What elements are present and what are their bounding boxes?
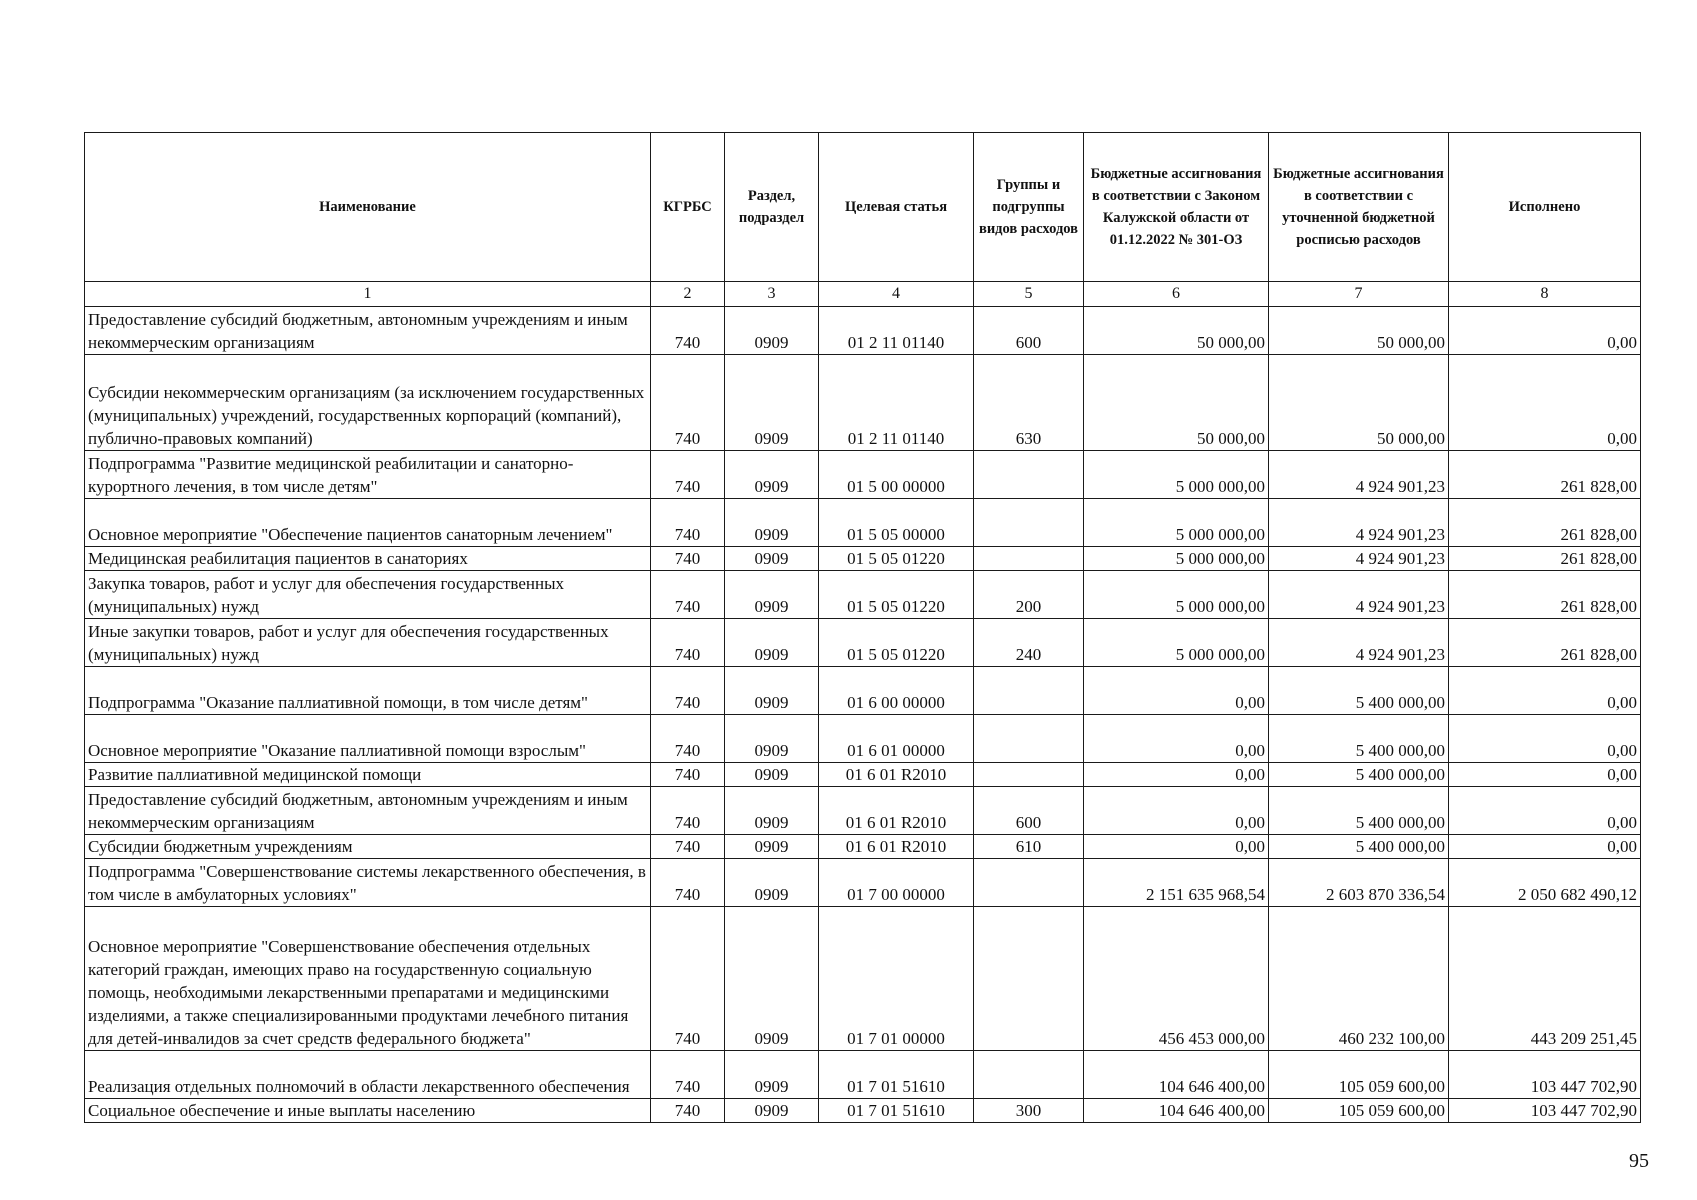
- row-celevaya: 01 6 01 R2010: [819, 787, 974, 835]
- row-vid: 240: [974, 619, 1084, 667]
- row-celevaya: 01 2 11 01140: [819, 307, 974, 355]
- row-razdel: 0909: [725, 907, 819, 1051]
- row-ispolneno: 261 828,00: [1449, 571, 1641, 619]
- row-zakon: 0,00: [1084, 835, 1269, 859]
- row-rospis: 5 400 000,00: [1269, 715, 1449, 763]
- column-number: 4: [819, 282, 974, 307]
- row-name: Реализация отдельных полномочий в области лекарственного обеспечения: [85, 1051, 651, 1099]
- row-name: Субсидии бюджетным учреждениям: [85, 835, 651, 859]
- row-celevaya: 01 7 01 00000: [819, 907, 974, 1051]
- row-vid: [974, 451, 1084, 499]
- row-rospis: 5 400 000,00: [1269, 763, 1449, 787]
- table-row: [85, 1051, 1641, 1099]
- row-zakon: 5 000 000,00: [1084, 451, 1269, 499]
- column-number: 3: [725, 282, 819, 307]
- row-kgrbs: 740: [651, 307, 725, 355]
- table-row: [85, 571, 1641, 619]
- row-razdel: 0909: [725, 355, 819, 451]
- row-ispolneno: 0,00: [1449, 835, 1641, 859]
- row-razdel: 0909: [725, 499, 819, 547]
- row-name: Основное мероприятие "Оказание паллиативной помощи взрослым": [85, 715, 651, 763]
- row-vid: 610: [974, 835, 1084, 859]
- row-name: Основное мероприятие "Совершенствование обеспечения отдельных категорий граждан, имеющих право на государственную социальную помощь, необходимыми лекарственными препаратами и медицинскими изделиями, а также специализированными продуктами лечебного питания для детей-инвалидов за счет средств федерального бюджета": [85, 907, 651, 1051]
- row-rospis: 2 603 870 336,54: [1269, 859, 1449, 907]
- row-zakon: 0,00: [1084, 787, 1269, 835]
- row-rospis: 4 924 901,23: [1269, 499, 1449, 547]
- row-ispolneno: 261 828,00: [1449, 547, 1641, 571]
- row-vid: [974, 547, 1084, 571]
- row-ispolneno: 0,00: [1449, 355, 1641, 451]
- row-celevaya: 01 5 05 01220: [819, 547, 974, 571]
- row-name: Иные закупки товаров, работ и услуг для обеспечения государственных (муниципальных) нужд: [85, 619, 651, 667]
- table-row: [85, 667, 1641, 715]
- row-kgrbs: 740: [651, 907, 725, 1051]
- row-celevaya: 01 7 01 51610: [819, 1099, 974, 1123]
- row-kgrbs: 740: [651, 547, 725, 571]
- row-ispolneno: 0,00: [1449, 307, 1641, 355]
- row-ispolneno: 103 447 702,90: [1449, 1051, 1641, 1099]
- table-row: [85, 1099, 1641, 1123]
- row-vid: [974, 859, 1084, 907]
- row-ispolneno: 0,00: [1449, 763, 1641, 787]
- row-celevaya: 01 5 00 00000: [819, 451, 974, 499]
- row-rospis: 50 000,00: [1269, 307, 1449, 355]
- header-vid: Группы и подгруппы видов расходов: [974, 133, 1084, 282]
- row-kgrbs: 740: [651, 619, 725, 667]
- row-razdel: 0909: [725, 835, 819, 859]
- row-vid: 200: [974, 571, 1084, 619]
- row-vid: [974, 667, 1084, 715]
- row-zakon: 50 000,00: [1084, 307, 1269, 355]
- row-kgrbs: 740: [651, 715, 725, 763]
- row-rospis: 460 232 100,00: [1269, 907, 1449, 1051]
- row-zakon: 0,00: [1084, 715, 1269, 763]
- header-kgrbs: КГРБС: [651, 133, 725, 282]
- header-name: Наименование: [85, 133, 651, 282]
- row-celevaya: 01 6 01 00000: [819, 715, 974, 763]
- row-ispolneno: 2 050 682 490,12: [1449, 859, 1641, 907]
- row-kgrbs: 740: [651, 355, 725, 451]
- row-rospis: 4 924 901,23: [1269, 619, 1449, 667]
- row-razdel: 0909: [725, 619, 819, 667]
- row-rospis: 105 059 600,00: [1269, 1099, 1449, 1123]
- row-vid: [974, 715, 1084, 763]
- row-zakon: 0,00: [1084, 763, 1269, 787]
- row-kgrbs: 740: [651, 1051, 725, 1099]
- row-ispolneno: 261 828,00: [1449, 451, 1641, 499]
- column-number: 1: [85, 282, 651, 307]
- table-row: [85, 619, 1641, 667]
- row-ispolneno: 103 447 702,90: [1449, 1099, 1641, 1123]
- row-razdel: 0909: [725, 787, 819, 835]
- page-number: 95: [1629, 1150, 1649, 1172]
- row-vid: 630: [974, 355, 1084, 451]
- row-ispolneno: 0,00: [1449, 667, 1641, 715]
- header-razdel: Раздел, подраздел: [725, 133, 819, 282]
- row-razdel: 0909: [725, 451, 819, 499]
- row-name: Предоставление субсидий бюджетным, автономным учреждениям и иным некоммерческим организациям: [85, 787, 651, 835]
- row-kgrbs: 740: [651, 499, 725, 547]
- row-celevaya: 01 5 05 01220: [819, 619, 974, 667]
- row-razdel: 0909: [725, 1099, 819, 1123]
- row-vid: [974, 907, 1084, 1051]
- row-name: Предоставление субсидий бюджетным, автономным учреждениям и иным некоммерческим организациям: [85, 307, 651, 355]
- row-celevaya: 01 7 01 51610: [819, 1051, 974, 1099]
- row-celevaya: 01 5 05 00000: [819, 499, 974, 547]
- row-rospis: 4 924 901,23: [1269, 571, 1449, 619]
- row-rospis: 4 924 901,23: [1269, 547, 1449, 571]
- table-row: [85, 787, 1641, 835]
- row-kgrbs: 740: [651, 667, 725, 715]
- row-rospis: 5 400 000,00: [1269, 787, 1449, 835]
- row-kgrbs: 740: [651, 835, 725, 859]
- row-name: Социальное обеспечение и иные выплаты населению: [85, 1099, 651, 1123]
- row-razdel: 0909: [725, 307, 819, 355]
- row-kgrbs: 740: [651, 787, 725, 835]
- row-ispolneno: 261 828,00: [1449, 499, 1641, 547]
- row-zakon: 5 000 000,00: [1084, 547, 1269, 571]
- header-celevaya: Целевая статья: [819, 133, 974, 282]
- row-razdel: 0909: [725, 1051, 819, 1099]
- row-name: Подпрограмма "Совершенствование системы лекарственного обеспечения, в том числе в амбулаторных условиях": [85, 859, 651, 907]
- row-celevaya: 01 2 11 01140: [819, 355, 974, 451]
- row-vid: [974, 499, 1084, 547]
- row-ispolneno: 261 828,00: [1449, 619, 1641, 667]
- column-number-row: [85, 282, 1641, 307]
- table-row: [85, 859, 1641, 907]
- budget-table: [84, 132, 1641, 1123]
- row-name: Развитие паллиативной медицинской помощи: [85, 763, 651, 787]
- row-razdel: 0909: [725, 547, 819, 571]
- table-row: [85, 835, 1641, 859]
- row-kgrbs: 740: [651, 571, 725, 619]
- header-zakon: Бюджетные ассигнования в соответствии с Законом Калужской области от 01.12.2022 № 301-ОЗ: [1084, 133, 1269, 282]
- row-vid: 600: [974, 307, 1084, 355]
- row-vid: 600: [974, 787, 1084, 835]
- table-row: [85, 547, 1641, 571]
- row-razdel: 0909: [725, 667, 819, 715]
- row-razdel: 0909: [725, 859, 819, 907]
- row-name: Подпрограмма "Развитие медицинской реабилитации и санаторно-курортного лечения, в том числе детям": [85, 451, 651, 499]
- row-kgrbs: 740: [651, 763, 725, 787]
- row-zakon: 2 151 635 968,54: [1084, 859, 1269, 907]
- row-celevaya: 01 6 00 00000: [819, 667, 974, 715]
- row-zakon: 5 000 000,00: [1084, 619, 1269, 667]
- row-rospis: 5 400 000,00: [1269, 667, 1449, 715]
- row-kgrbs: 740: [651, 451, 725, 499]
- column-number: 8: [1449, 282, 1641, 307]
- row-rospis: 4 924 901,23: [1269, 451, 1449, 499]
- row-ispolneno: 0,00: [1449, 715, 1641, 763]
- row-name: Подпрограмма "Оказание паллиативной помощи, в том числе детям": [85, 667, 651, 715]
- row-zakon: 5 000 000,00: [1084, 571, 1269, 619]
- row-name: Медицинская реабилитация пациентов в санаториях: [85, 547, 651, 571]
- header-row: [85, 133, 1641, 282]
- table-row: [85, 451, 1641, 499]
- table-row: [85, 763, 1641, 787]
- table-row: [85, 715, 1641, 763]
- row-ispolneno: 0,00: [1449, 787, 1641, 835]
- row-vid: 300: [974, 1099, 1084, 1123]
- row-rospis: 105 059 600,00: [1269, 1051, 1449, 1099]
- row-zakon: 456 453 000,00: [1084, 907, 1269, 1051]
- row-razdel: 0909: [725, 571, 819, 619]
- row-celevaya: 01 6 01 R2010: [819, 835, 974, 859]
- table-row: [85, 907, 1641, 1051]
- row-rospis: 5 400 000,00: [1269, 835, 1449, 859]
- column-number: 5: [974, 282, 1084, 307]
- header-rospis: Бюджетные ассигнования в соответствии с уточненной бюджетной росписью расходов: [1269, 133, 1449, 282]
- row-zakon: 5 000 000,00: [1084, 499, 1269, 547]
- column-number: 7: [1269, 282, 1449, 307]
- row-celevaya: 01 5 05 01220: [819, 571, 974, 619]
- row-zakon: 50 000,00: [1084, 355, 1269, 451]
- row-razdel: 0909: [725, 763, 819, 787]
- row-vid: [974, 1051, 1084, 1099]
- row-celevaya: 01 6 01 R2010: [819, 763, 974, 787]
- row-ispolneno: 443 209 251,45: [1449, 907, 1641, 1051]
- row-razdel: 0909: [725, 715, 819, 763]
- table-row: [85, 307, 1641, 355]
- column-number: 6: [1084, 282, 1269, 307]
- table-row: [85, 355, 1641, 451]
- header-ispolneno: Исполнено: [1449, 133, 1641, 282]
- row-name: Основное мероприятие "Обеспечение пациентов санаторным лечением": [85, 499, 651, 547]
- row-kgrbs: 740: [651, 1099, 725, 1123]
- row-name: Закупка товаров, работ и услуг для обеспечения государственных (муниципальных) нужд: [85, 571, 651, 619]
- budget-sheet: [84, 132, 1640, 1123]
- row-celevaya: 01 7 00 00000: [819, 859, 974, 907]
- row-kgrbs: 740: [651, 859, 725, 907]
- row-zakon: 104 646 400,00: [1084, 1099, 1269, 1123]
- row-zakon: 104 646 400,00: [1084, 1051, 1269, 1099]
- row-name: Субсидии некоммерческим организациям (за исключением государственных (муниципальных) учреждений, государственных корпораций (компаний), публично-правовых компаний): [85, 355, 651, 451]
- row-vid: [974, 763, 1084, 787]
- table-row: [85, 499, 1641, 547]
- column-number: 2: [651, 282, 725, 307]
- row-rospis: 50 000,00: [1269, 355, 1449, 451]
- row-zakon: 0,00: [1084, 667, 1269, 715]
